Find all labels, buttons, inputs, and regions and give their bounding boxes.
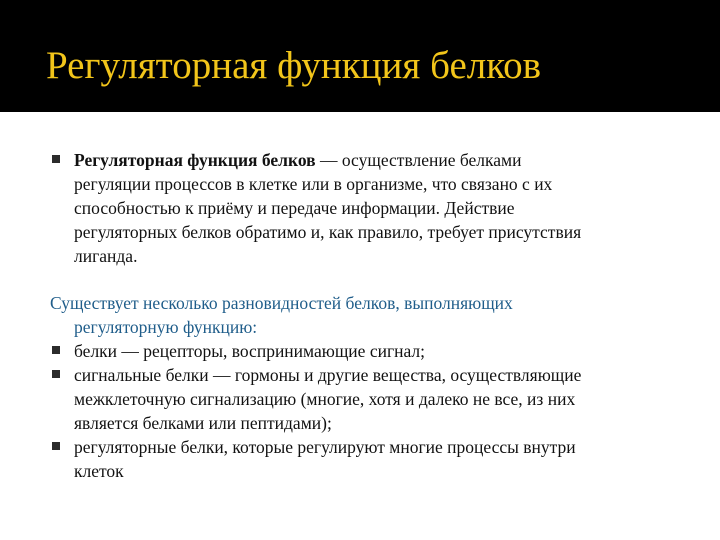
list-item-line: является белками или пептидами);	[74, 413, 332, 433]
definition-line-5: лиганда.	[74, 246, 138, 266]
bullet-icon	[52, 442, 60, 450]
bullet-icon	[52, 370, 60, 378]
list-item-line: межклеточную сигнализацию (многие, хотя и далеко не все, из них	[74, 389, 576, 409]
definition-text: — осуществление белками	[315, 150, 522, 170]
definition-term: Регуляторная функция белков	[74, 150, 316, 170]
slide-title: Регуляторная функция белков	[46, 44, 542, 87]
definition-line-2: регуляции процессов в клетке или в организме, что связано с их	[74, 174, 553, 194]
definition-line-1	[74, 148, 521, 172]
intro-line-1: Существует несколько разновидностей белков, выполняющих	[50, 293, 513, 313]
bullet-icon	[52, 346, 60, 354]
definition-line-3: способностью к приёму и передаче информации. Действие	[74, 198, 515, 218]
bullet-icon	[52, 155, 60, 163]
list-item-line: белки — рецепторы, воспринимающие сигнал;	[74, 341, 426, 361]
list-item-line: сигнальные белки — гормоны и другие вещества, осуществляющие	[74, 365, 582, 385]
intro-line-2: регуляторную функцию:	[74, 317, 258, 337]
list-item-line: клеток	[74, 461, 124, 481]
definition-line-4: регуляторных белков обратимо и, как правило, требует присутствия	[74, 222, 582, 242]
list-item-line: регуляторные белки, которые регулируют многие процессы внутри	[74, 437, 576, 457]
